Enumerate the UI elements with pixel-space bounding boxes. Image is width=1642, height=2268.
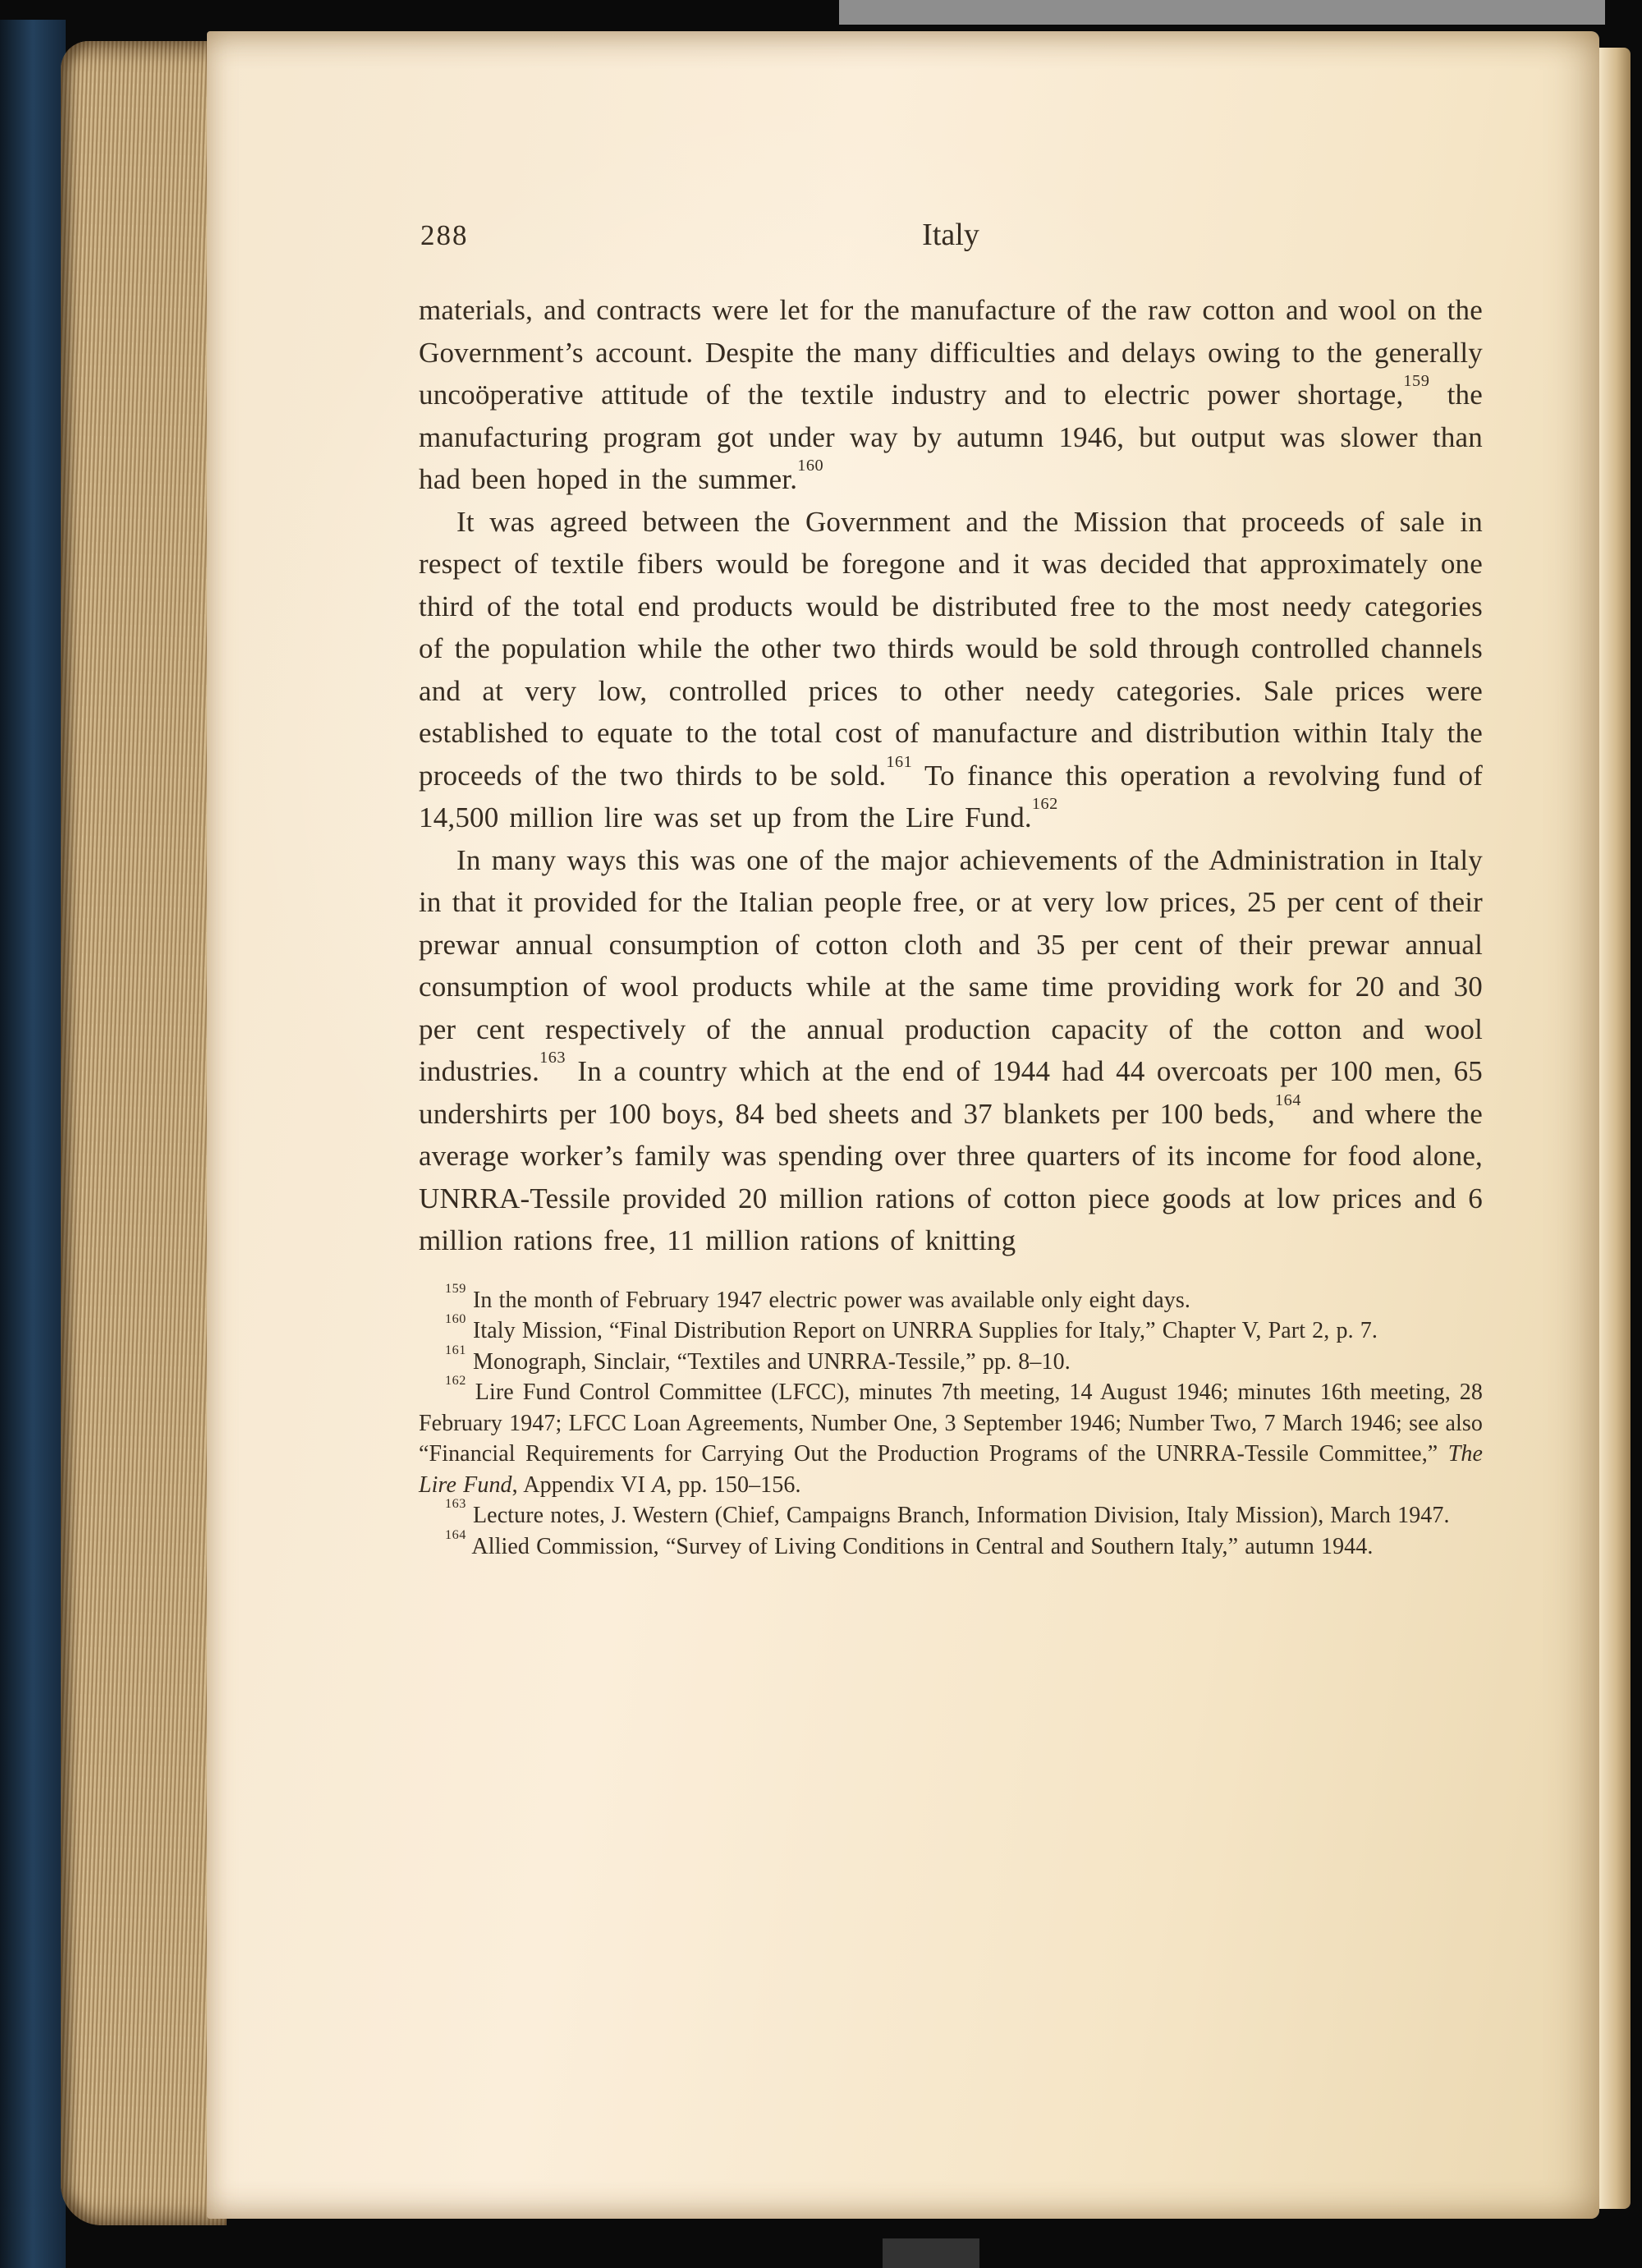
text-run: and where the average worker’s family was spending over three quarters of its income for food alone, UNRRA-Tessile provided 20 million rations of cotton piece goods at low prices and 6 million rations free, 11 million rations of knitting [419,1097,1483,1256]
paragraph [419,839,1483,1262]
book-cover-spine [0,20,66,2268]
page-content [419,217,1483,1562]
footnote [419,1496,1483,1531]
text-run: In a country which at the end of 1944 had 44 overcoats per 100 men, 65 undershirts per 100 boys, 84 bed sheets and 37 blankets per 100 beds, [419,1055,1483,1130]
footnote-number: 164 [445,1527,466,1542]
text-run: , pp. 150–156. [666,1471,801,1498]
footnote [419,1311,1483,1347]
footnote-marker: 164 [1274,1090,1301,1109]
text-run: In many ways this was one of the major achievements of the Administration in Italy in that it provided for the Italian people free, or at very low prices, 25 per cent of their prewar annual consumption of cotton cloth and 35 per cent of their prewar annual consumption of wool products while at the same time providing work for 20 and 30 per cent respectively of the annual production capacity of the cotton and wool industries. [419,843,1483,1087]
footnote-marker: 161 [886,752,913,771]
footnote-number: 162 [445,1373,466,1389]
text-run: the manufacturing program got under way by autumn 1946, but output was slower than had been hoped in the summer. [419,379,1483,495]
body-text [419,289,1483,1262]
text-run: Lire Fund Control Committee (LFCC), minutes 7th meeting, 14 August 1946; minutes 16th meeting, 28 February 1947; LFCC Loan Agreements, Number One, 3 September 1946; Number Two, 7 March 1946; see also “Financial Requirements for Carrying Out the Production Programs of the UNRRA-Tessile Committee,” [419,1380,1483,1467]
footnote-marker: 162 [1031,795,1058,814]
running-head: Italy [922,218,979,252]
footnote [419,1280,1483,1316]
book-page [207,31,1599,2219]
text-run: It was agreed between the Government and the Mission that proceeds of sale in respect of textile fibers would be foregone and it was decided that approximately one third of the total end products would be distributed free to the most needy categories of the population while the other two thirds would be sold through controlled channels and at very low, controlled prices to other needy categories. Sale prices were established to equate to the total cost of manufacture and distribution within Italy the proceeds of the two thirds to be sold. [419,505,1483,792]
scan-artifact-top [839,0,1605,25]
footnote [419,1342,1483,1378]
footnotes [419,1280,1483,1563]
page-number: 288 [420,219,469,251]
text-run: , Appendix VI [511,1471,652,1498]
footnote-marker: 159 [1403,372,1430,391]
text-run: Monograph, Sinclair, “Textiles and UNRRA-Tessile,” pp. 8–10. [466,1348,1071,1375]
footnote-marker: 163 [539,1049,566,1067]
page-header [419,217,1483,259]
footnote [419,1527,1483,1563]
footnote-number: 163 [445,1496,466,1512]
text-run: Allied Commission, “Survey of Living Conditions in Central and Southern Italy,” autumn 1944. [466,1533,1374,1559]
text-run: materials, and contracts were let for the manufacture of the raw cotton and wool on the Government’s account. Despite the many difficulties and delays owing to the generally uncoöperative attitude of the textile industry and to electric power shortage, [419,294,1483,411]
italic-text: A [651,1471,667,1498]
paragraph [419,289,1483,501]
page-edge-stack [61,41,227,2225]
footnote-marker: 160 [797,457,824,475]
text-run: Lecture notes, J. Western (Chief, Campaigns Branch, Information Division, Italy Mission), March 1947. [466,1503,1450,1528]
footnote-number: 161 [445,1342,466,1357]
text-run: Italy Mission, “Final Distribution Report on UNRRA Supplies for Italy,” Chapter V, Part 2, p. 7. [466,1318,1378,1343]
footnote-number: 159 [445,1280,466,1296]
italic-text: The Lire Fund [419,1441,1483,1498]
text-run: In the month of February 1947 electric power was available only eight days. [466,1287,1190,1313]
text-run: To finance this operation a revolving fund of 14,500 million lire was set up from the Lire Fund. [419,759,1483,833]
footnote [419,1373,1483,1500]
adjacent-page-edge [1599,48,1631,2209]
paragraph [419,501,1483,839]
scan-artifact-bottom [883,2238,979,2268]
footnote-number: 160 [445,1311,466,1327]
